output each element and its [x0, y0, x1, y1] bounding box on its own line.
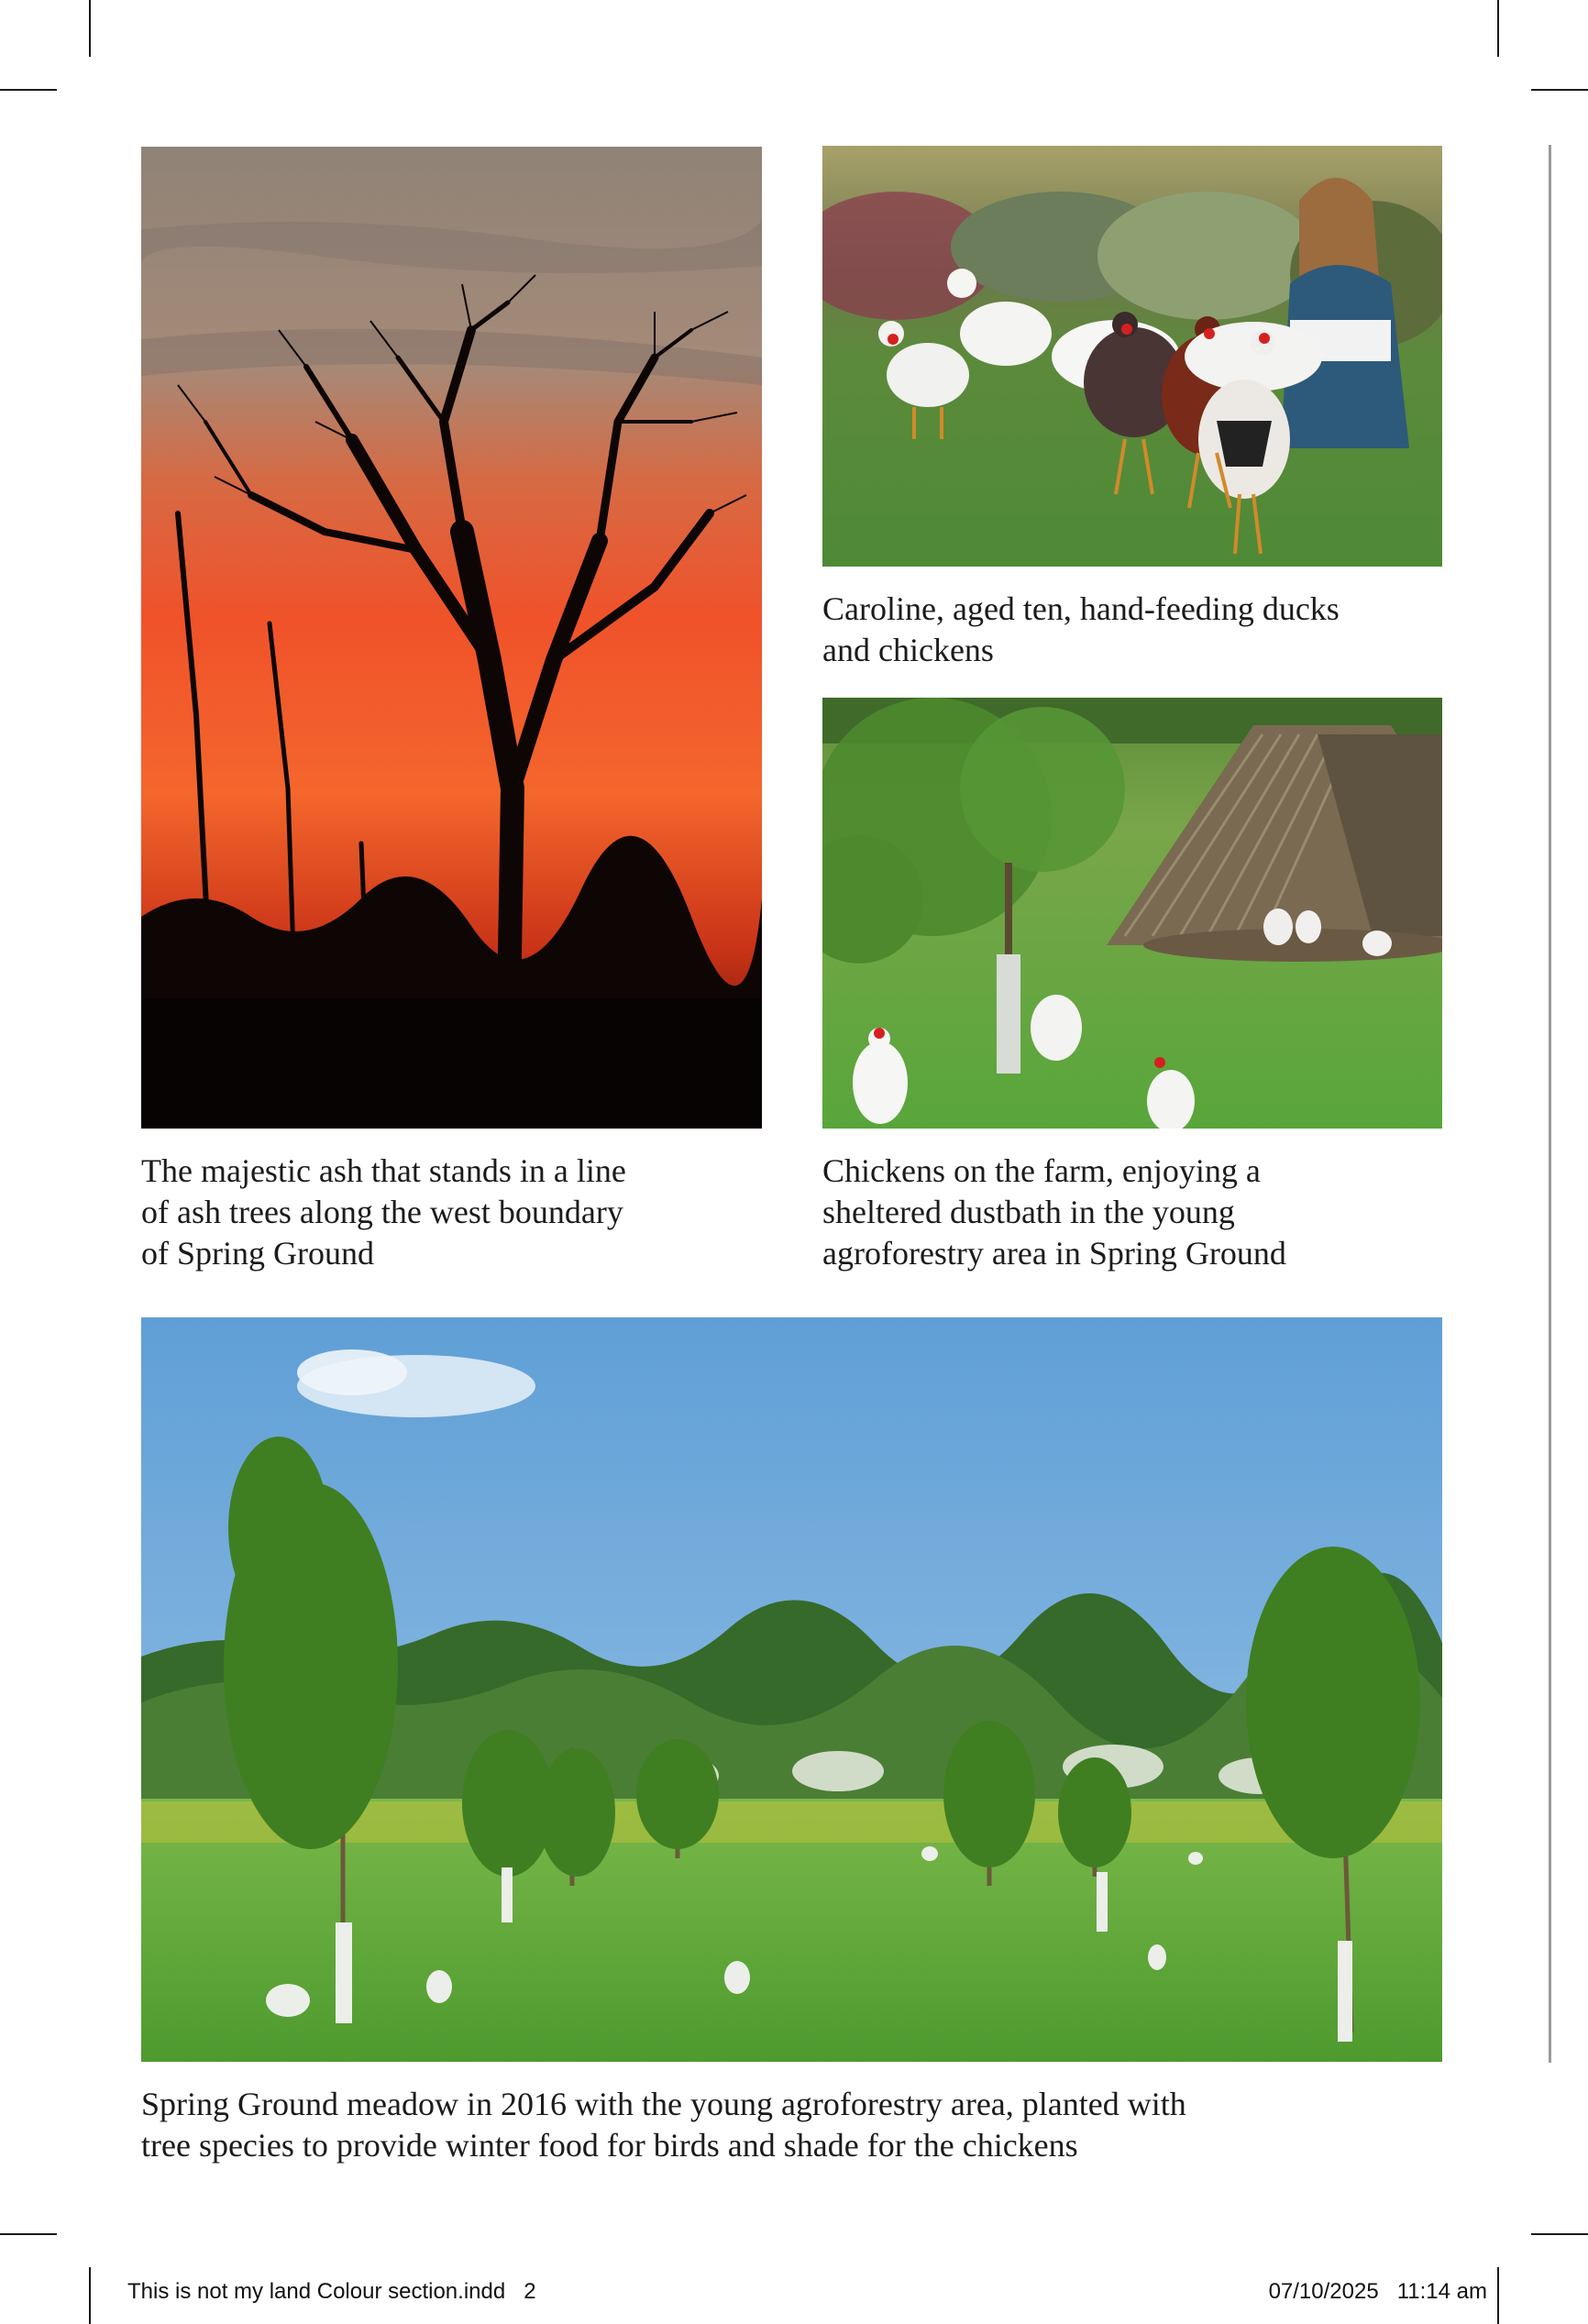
- slug-page: 2: [524, 2279, 536, 2304]
- crop-mark-bottom-right-h: [1531, 2233, 1588, 2235]
- slug-file: This is not my land Colour section.indd: [127, 2279, 506, 2304]
- spring-ground-meadow-photo: [141, 1317, 1442, 2062]
- crop-mark-bottom-left-v: [89, 2267, 91, 2324]
- slug-timestamp: [1269, 2279, 1487, 2305]
- spread-gutter-line: [1549, 145, 1551, 2063]
- crop-mark-top-right-h: [1531, 89, 1588, 91]
- crop-mark-top-right-v: [1497, 0, 1499, 57]
- slug-date: 07/10/2025: [1268, 2279, 1379, 2304]
- ash-tree-sunset-photo: [141, 147, 762, 1129]
- meadow-caption: Spring Ground meadow in 2016 with the young agroforestry area, planted with tree species to provide winter food for birds and shade for the chickens: [141, 2086, 1186, 2164]
- crop-mark-top-left-h: [0, 89, 57, 91]
- crop-mark-top-left-v: [89, 0, 91, 57]
- crop-mark-bottom-right-v: [1497, 2267, 1499, 2324]
- ash-tree-caption: The majestic ash that stands in a line of ash trees along the west boundary of Spring Ground: [141, 1152, 626, 1272]
- slug-time: 11:14 am: [1396, 2279, 1487, 2304]
- caroline-caption: Caroline, aged ten, hand-feeding ducks and chickens: [822, 590, 1340, 668]
- crop-mark-bottom-left-h: [0, 2233, 57, 2235]
- caroline-feeding-photo: [822, 146, 1442, 567]
- chickens-dustbath-caption: Chickens on the farm, enjoying a sheltered dustbath in the young agroforestry area in Spring Ground: [822, 1152, 1286, 1272]
- chickens-dustbath-photo: [822, 698, 1442, 1129]
- slug-filename: [127, 2279, 536, 2305]
